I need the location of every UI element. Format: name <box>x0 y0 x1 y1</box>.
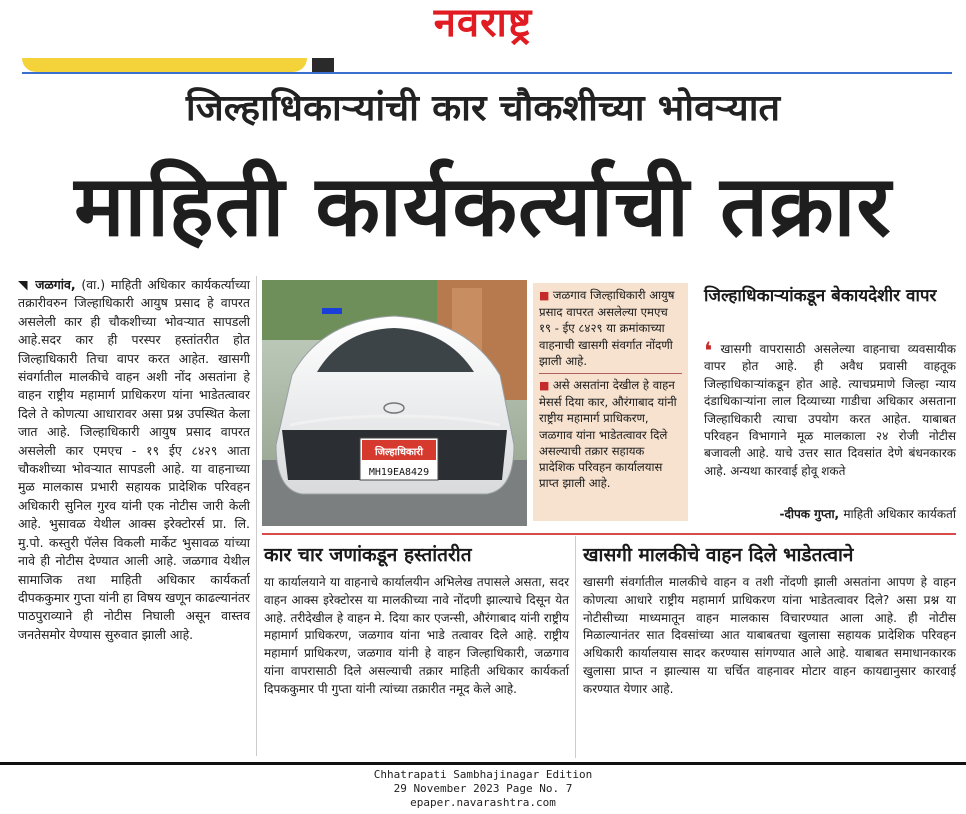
dateline: जळगांव, <box>35 277 76 292</box>
left-body-text: माहिती अधिकार कार्यकर्त्याच्या तक्रारीवरुन जिल्हाधिकारी आयुष प्रसाद हे वापरत असलेली कार ही चौकशीच्या भोवऱ्यात सापडली आहे.सदर कार ही परस्पर हस्तांतरीत होत जिल्हाधिकारी तिचा वापर करत आहेत. खासगी संवर्गातील मालकीचे वाहन अशी नोंद असतांना हे वाहन राष्ट्रीय महामार्ग प्राधिकरण यांना भाडेतत्वावर दिले ते कोणत्या आधारावर असा प्रश्न उपस्थित केला जात आहे. जिल्हाधिकारी आयुष प्रसाद वापरत असलेली कार एमएच - १९ ईए ८४२९ आता चौकशीच्या भोवऱ्यात सापडली आहे. या वाहनाच्या मुळ मालकास प्रभारी सहायक प्रादेशिक परिवहन अधिकारी सुनिल गुरव यांनी एक नोटीस जारी केली आहे. भुसावळ येथील आक्स इरेक्टोरर्स प्रा. लि. मु.पो. कस्तुरी पॅलेस विकली मार्केट भुसावळ यांच्या नावे ही नोटीस देण्यात आली आहे. जळगाव येथील सामाजिक तथा माहिती अधिकार कार्यकर्ता दीपककुमार गुप्ता यांनी हा विषय खणून काढल्यानंतर पाठपुराव्याने ही नोटीस निघाली असून वास्तव जनतेसमोर येण्यास सुरुवात झाली आहे. <box>18 277 250 642</box>
sidebar-signature <box>704 505 956 522</box>
column-divider <box>256 276 257 756</box>
agency-tag: (वा.) <box>81 277 106 292</box>
footer-site: epaper.navarashtra.com <box>410 796 556 809</box>
highlight-divider <box>539 373 682 374</box>
left-column-body <box>18 276 250 644</box>
plate-label: जिल्हाधिकारी <box>375 447 423 458</box>
bullet-icon: ◥ <box>18 277 36 292</box>
subhead-rental: खासगी मालकीचे वाहन दिले भाडेतत्वाने <box>583 544 854 566</box>
headline-top: जिल्हाधिकाऱ्यांची कार चौकशीच्या भोवऱ्यात <box>185 88 781 129</box>
car-illustration <box>262 280 527 526</box>
bottom-rule <box>0 762 966 765</box>
sidebar-title: जिल्हाधिकाऱ्यांकडून बेकायदेशीर वापर <box>704 286 937 306</box>
column-divider <box>575 536 576 758</box>
footer-edition: Chhatrapati Sambhajinagar Edition <box>373 768 593 781</box>
square-bullet-icon: ■ <box>539 289 553 302</box>
highlight-item: ■ जळगाव जिल्हाधिकारी आयुष प्रसाद वापरत असलेल्या एमएच १९ - ईए ८४२९ या क्रमांकाच्या वाहनाची खासगी संवर्गात नोंदणी झाली आहे. <box>539 288 675 368</box>
edition-footer <box>0 768 966 810</box>
right-column-body: खासगी संवर्गातील मालकीचे वाहन व तशी नोंदणी झाली असतांना आपण हे वाहन कोणत्या आधारे राष्ट्रीय महामार्ग प्राधिकरण यांना भाडेतत्वावर दिले? असा प्रश्न या नोटीसीच्या माध्यमातून वाहन मालकास विचारण्यात आला आहे. ही नोटीस मिळाल्यानंतर सात दिवसांच्या आत याबाबतचा खुलासा सहायक प्रादेशिक परिवहन अधिकारी कार्यालयास सादर करण्यास सांगण्यात आले आहे. याबाबत समाधानकारक खुलासा प्राप्त न झाल्यास या चर्चित वाहनावर मोटार वाहन कायद्यानुसार कारवाई करण्यात येणार आहे. <box>583 575 956 696</box>
plate-number: MH19EA8429 <box>368 467 430 478</box>
footer-date-page: 29 November 2023 Page No. 7 <box>393 782 573 795</box>
strip-blue-rule <box>22 72 952 74</box>
car-photo <box>262 280 527 526</box>
strip-dark-decoration <box>312 58 334 72</box>
square-bullet-icon: ■ <box>539 379 553 393</box>
subhead-transfer: कार चार जणांकडून हस्तांतरीत <box>264 544 472 566</box>
highlight-box <box>533 283 688 521</box>
headline-main: माहिती कार्यकर्त्याची तक्रार <box>74 157 892 255</box>
section-rule <box>262 533 956 535</box>
highlight-item: ■ असे असतांना देखील हे वाहन मेसर्स दिया कार, औरंगाबाद यांनी राष्ट्रीय महामार्ग प्राधिकरण, जळगाव यांना भाडेतत्वावर दिले असल्याची तक्रार सहायक प्रादेशिक परिवहन कार्यालयास प्राप्त झाली आहे. <box>539 378 677 491</box>
top-strip <box>22 58 952 72</box>
middle-column-body: या कार्यालयाने या वाहनाचे कार्यालयीन अभिलेख तपासले असता, सदर वाहन आक्स इरेक्टोरस या मालकीच्या नावे नोंदणी झाल्याचे दिसून येत आहे. तरीदेखील हे वाहन मे. दिया कार एजन्सी, औरंगाबाद यांनी राष्ट्रीय महामार्ग प्राधिकरण, जळगाव यांना भाडे तत्वावर दिले आहे. राष्ट्रीय महामार्ग प्राधिकरण, जळगाव यांनी हे वाहन जिल्हाधिकारी, जळगाव यांना वापरासाठी दिले असल्याची तक्रार माहिती अधिकार कार्यकर्ता दिपककुमार पी गुप्ता यांनी त्यांच्या तक्रारीत नमूद केले आहे. <box>264 575 569 696</box>
masthead <box>0 0 966 46</box>
signature-role: माहिती अधिकार कार्यकर्ता <box>843 507 956 521</box>
sidebar-body: ❛ खासगी वापरासाठी असलेल्या वाहनाचा व्यवसायीक वापर होत आहे. ही अवैध प्रवासी वाहतूक जिल्हाधिकाऱ्यांकडून होत आहे. त्याचप्रमाणे जिल्हा न्याय दंडाधिकाऱ्यांना लाल दिव्याच्या गाडीचा अधिकार असताना जिल्हाधिकारी त्याचा उपयोग करत आहेत. याबाबत परिवहन विभागाने मूळ मालकाला २४ रोजी नोटीस बजावली आहे. याचे उत्तर सात दिवसांत देणे बंधनकारक आहे. अन्यथा कारवाई होवू शकते <box>704 337 956 478</box>
quote-icon: ❛ <box>704 337 713 365</box>
signature-name: -दीपक गुप्ता, <box>779 507 840 521</box>
newspaper-logo: नवराष्ट्र <box>433 0 533 46</box>
strip-yellow-decoration <box>22 58 307 72</box>
